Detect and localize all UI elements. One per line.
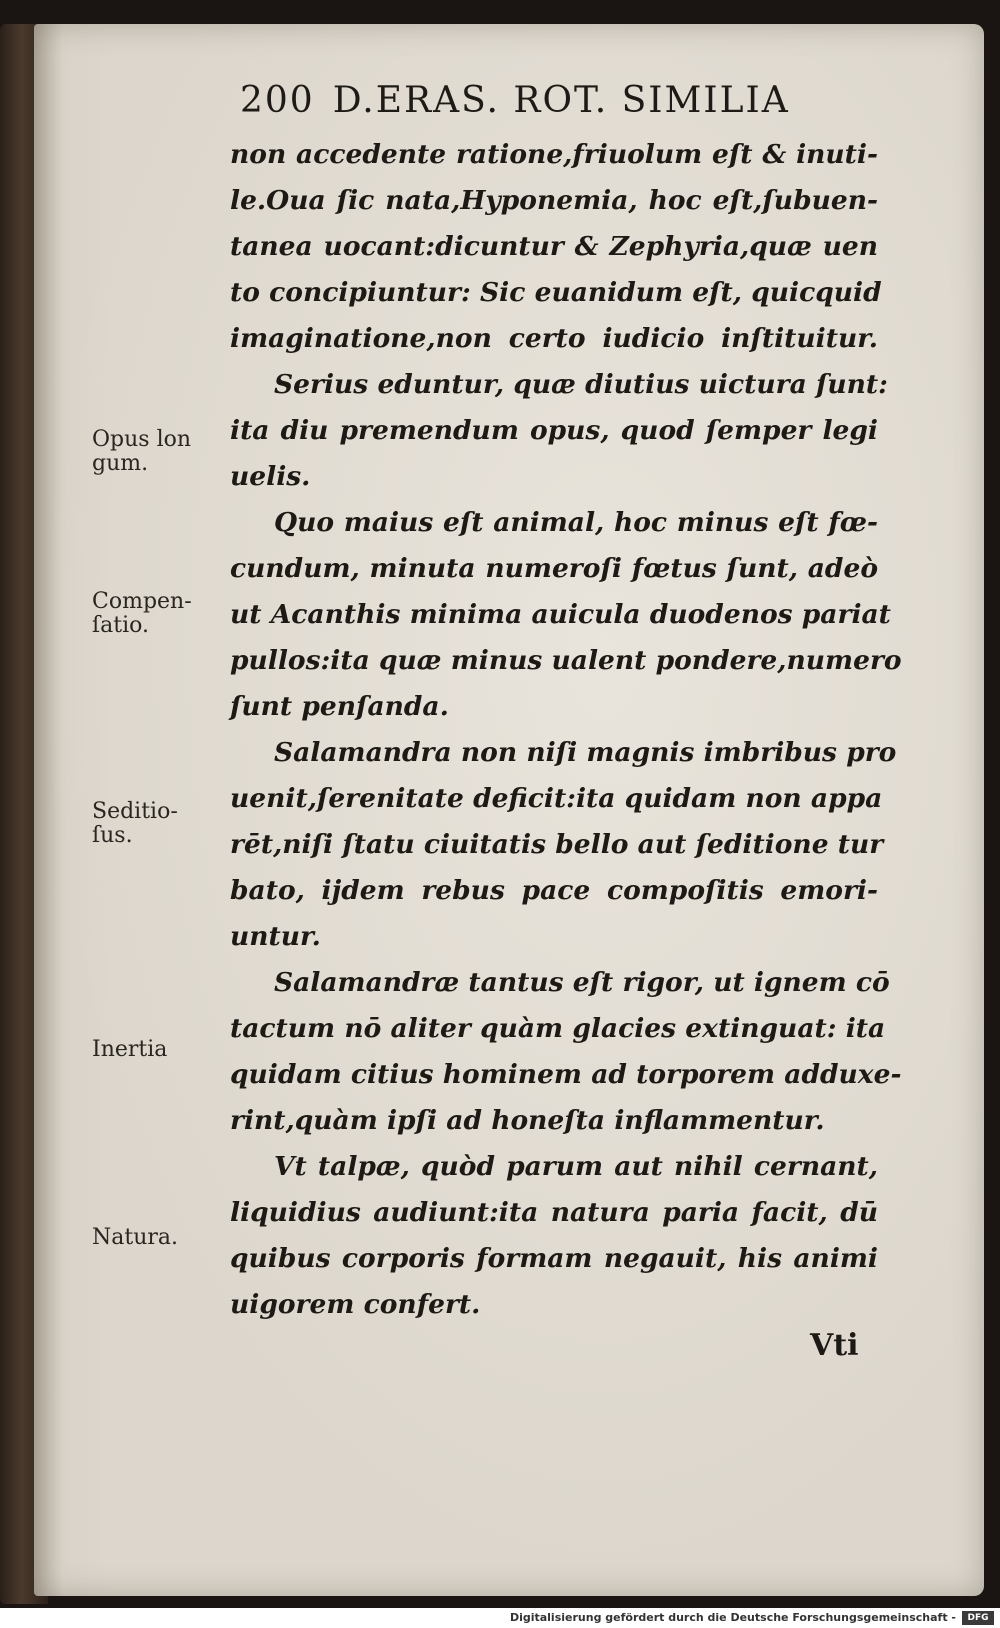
text-line: Serius eduntur, quæ diutius uictura ſunt: — [274, 369, 888, 400]
margin-note-line: Seditio- — [92, 799, 178, 824]
margin-note-opus-longum — [92, 428, 191, 476]
catchword: Vti — [810, 1328, 859, 1363]
page-number: 200 — [240, 80, 315, 121]
text-line: bato, ijdem rebus pace compoſitis emori- — [230, 875, 878, 906]
text-line: imaginatione,non certo iudicio inſtituitur. — [230, 323, 878, 354]
body-text — [230, 132, 902, 1328]
text-line: liquidius audiunt:ita natura paria facit, dū — [230, 1197, 878, 1228]
text-line: uigorem confert. — [230, 1289, 481, 1320]
margin-note-line: Natura. — [92, 1225, 179, 1250]
margin-note-line: Compen- — [92, 589, 192, 614]
margin-note-line: Inertia — [92, 1037, 168, 1062]
text-line: cundum, minuta numeroſi fœtus ſunt, adeò — [230, 553, 878, 584]
dfg-logo: DFG — [962, 1611, 994, 1625]
text-line: tanea uocant:dicuntur & Zephyria,quæ uen — [230, 231, 878, 262]
text-line: to concipiuntur: Sic euanidum eſt, quicquid — [230, 277, 882, 308]
footer-credit: Digitalisierung gefördert durch die Deutsche Forschungsgemeinschaft - — [509, 1611, 956, 1624]
text-line: uelis. — [230, 461, 311, 492]
text-line: untur. — [230, 921, 321, 952]
margin-note-line: gum. — [92, 451, 149, 476]
margin-note-compensatio — [92, 590, 192, 638]
margin-note-natura — [92, 1226, 178, 1250]
text-line: Vt talpæ, quòd parum aut nihil cernant, — [274, 1151, 878, 1182]
margin-note-line: ſus. — [92, 823, 133, 848]
text-line: le.Oua ſic nata,Hyponemia, hoc eſt,ſubuen- — [230, 185, 878, 216]
text-line: Salamandra non niſi magnis imbribus pro — [274, 737, 897, 768]
text-line: rēt,niſi ſtatu ciuitatis bello aut ſeditione tur — [230, 829, 884, 860]
text-line: ita diu premendum opus, quod ſemper legi — [230, 415, 878, 446]
running-header — [240, 80, 790, 121]
text-line: Salamandræ tantus eſt rigor, ut ignem cō — [274, 967, 890, 998]
margin-note-seditiosus — [92, 800, 178, 848]
running-title: D.ERAS. ROT. SIMILIA — [332, 80, 790, 121]
text-line: Quo maius eſt animal, hoc minus eſt fœ- — [274, 507, 878, 538]
text-line: uenit,ſerenitate deficit:ita quidam non appa — [230, 783, 883, 814]
text-line: ut Acanthis minima auicula duodenos pariat — [230, 599, 891, 630]
margin-note-line: Opus lon — [92, 427, 192, 452]
digitization-footer — [0, 1608, 1000, 1628]
text-line: quidam citius hominem ad torporem adduxe- — [230, 1059, 902, 1090]
margin-note-line: ſatio. — [92, 613, 149, 638]
text-line: tactum nō aliter quàm glacies extinguat: ita — [230, 1013, 886, 1044]
text-line: quibus corporis formam negauit, his animi — [230, 1243, 878, 1274]
text-line: ſunt penſanda. — [230, 691, 449, 722]
text-line: non accedente ratione,friuolum eſt & inuti- — [230, 139, 878, 170]
text-line: pullos:ita quæ minus ualent pondere,numero — [230, 645, 902, 676]
text-line: rint,quàm ipſi ad honeſta inflammentur. — [230, 1105, 825, 1136]
margin-note-inertia — [92, 1038, 167, 1062]
